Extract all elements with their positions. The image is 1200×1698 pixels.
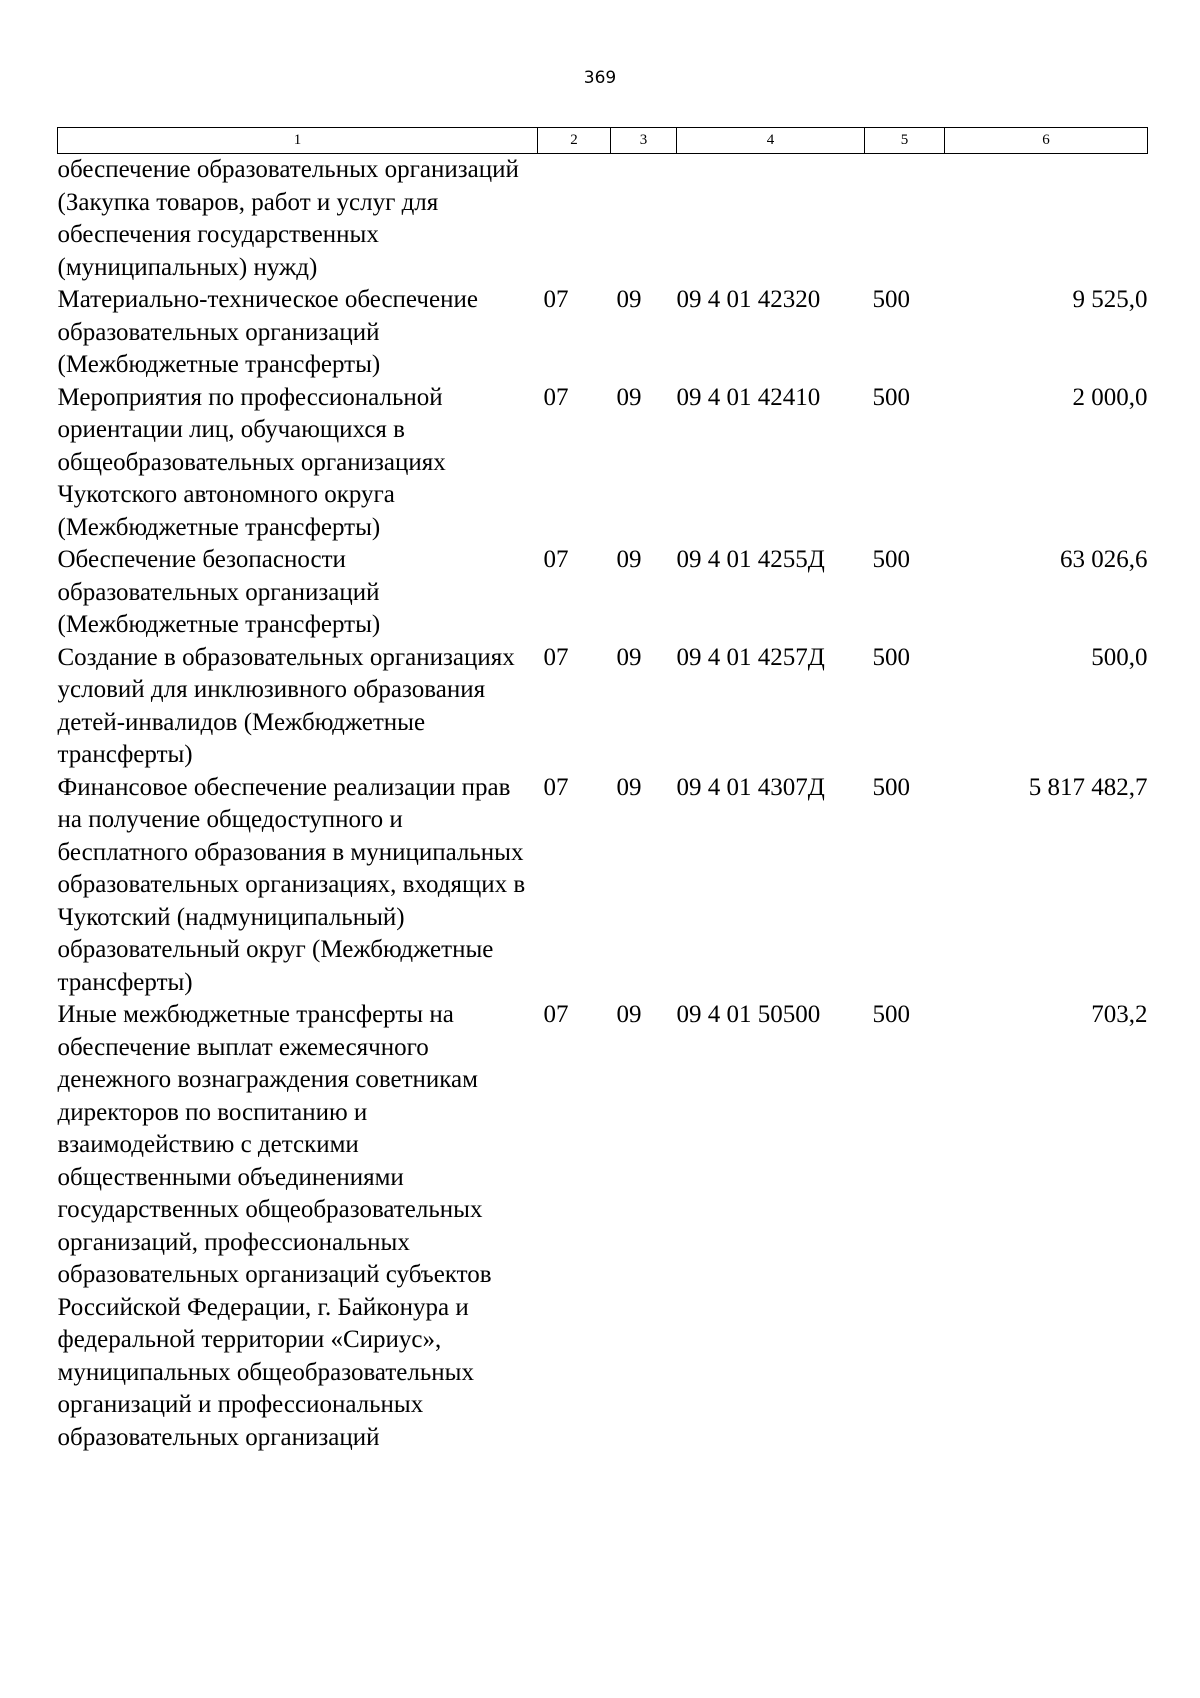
row-amount: 2 000,0 bbox=[1072, 383, 1148, 411]
column-header-1: 1 bbox=[58, 128, 538, 154]
column-header-4: 4 bbox=[677, 128, 865, 154]
row-section: 07 bbox=[543, 383, 569, 411]
row-section: 07 bbox=[543, 546, 569, 573]
row-target: 09 4 01 4255Д bbox=[676, 546, 825, 573]
row-expense-type: 500 bbox=[872, 773, 910, 801]
row-section: 07 bbox=[543, 773, 569, 801]
row-expense-type: 500 bbox=[872, 286, 910, 313]
table-row bbox=[58, 382, 1148, 545]
row-target: 09 4 01 4307Д bbox=[676, 773, 825, 801]
row-expense-type: 500 bbox=[872, 643, 910, 671]
table-row bbox=[58, 999, 1148, 1454]
row-expense-type: 500 bbox=[872, 546, 910, 573]
page-number: 369 bbox=[583, 68, 617, 88]
header-row bbox=[58, 128, 1148, 154]
row-amount: 703,2 bbox=[1091, 1001, 1148, 1028]
table-row bbox=[58, 154, 1148, 285]
row-subsection: 09 bbox=[616, 1001, 642, 1028]
row-target: 09 4 01 42320 bbox=[676, 286, 821, 313]
row-name: Создание в образовательных организациях условий для инклюзивного образования детей-инвалидов (Межбюджетные трансферты) bbox=[57, 643, 515, 768]
row-section: 07 bbox=[543, 643, 569, 671]
row-amount bbox=[945, 154, 1148, 285]
row-target: 09 4 01 42410 bbox=[676, 383, 821, 411]
row-subsection: 09 bbox=[616, 383, 642, 411]
table-row bbox=[58, 772, 1148, 1000]
row-name: Мероприятия по профессиональной ориентации лиц, обучающихся в общеобразовательных организациях Чукотского автономного округа (Межбюджетные трансферты) bbox=[57, 383, 446, 541]
column-header-5: 5 bbox=[865, 128, 945, 154]
row-target: 09 4 01 4257Д bbox=[676, 643, 825, 671]
row-expense-type bbox=[865, 154, 945, 285]
row-section bbox=[538, 154, 611, 285]
row-amount: 9 525,0 bbox=[1072, 286, 1148, 313]
column-header-2: 2 bbox=[538, 128, 611, 154]
row-expense-type: 500 bbox=[872, 383, 910, 411]
row-subsection: 09 bbox=[616, 546, 642, 573]
row-target bbox=[677, 154, 865, 285]
table-row bbox=[58, 642, 1148, 772]
row-section: 07 bbox=[543, 286, 569, 313]
table-row bbox=[58, 284, 1148, 382]
row-subsection: 09 bbox=[616, 643, 642, 671]
row-amount: 500,0 bbox=[1091, 643, 1148, 671]
row-name: Иные межбюджетные трансферты на обеспечение выплат ежемесячного денежного вознаграждения советникам директоров по воспитанию и взаимодействию с детскими общественными объединениями государственных общеобразовательных организаций, профессиональных образовательных организаций субъектов Российской Федерации, г. Байконура и федеральной территории «Сириус», муниципальных общеобразовательных организаций и профессиональных образовательных организаций bbox=[57, 1001, 492, 1451]
row-section: 07 bbox=[543, 1001, 569, 1028]
row-name: Материально-техническое обеспечение образовательных организаций (Межбюджетные трансферты) bbox=[57, 286, 478, 378]
row-name: обеспечение образовательных организаций (Закупка товаров, работ и услуг для обеспечения государственных (муниципальных) нужд) bbox=[57, 156, 519, 281]
row-name: Финансовое обеспечение реализации прав на получение общедоступного и бесплатного образования в муниципальных образовательных организациях, входящих в Чукотский (надмуниципальный) образовательный округ (Межбюджетные трансферты) bbox=[57, 773, 526, 996]
row-target: 09 4 01 50500 bbox=[676, 1001, 821, 1028]
row-subsection: 09 bbox=[616, 286, 642, 313]
row-amount: 5 817 482,7 bbox=[1028, 773, 1148, 801]
column-header-6: 6 bbox=[945, 128, 1148, 154]
column-header-3: 3 bbox=[611, 128, 677, 154]
row-subsection bbox=[611, 154, 677, 285]
budget-table bbox=[57, 127, 1148, 1454]
table-row bbox=[58, 544, 1148, 642]
row-name: Обеспечение безопасности образовательных организаций (Межбюджетные трансферты) bbox=[57, 546, 381, 638]
row-expense-type: 500 bbox=[872, 1001, 910, 1028]
row-subsection: 09 bbox=[616, 773, 642, 801]
row-amount: 63 026,6 bbox=[1060, 546, 1148, 573]
